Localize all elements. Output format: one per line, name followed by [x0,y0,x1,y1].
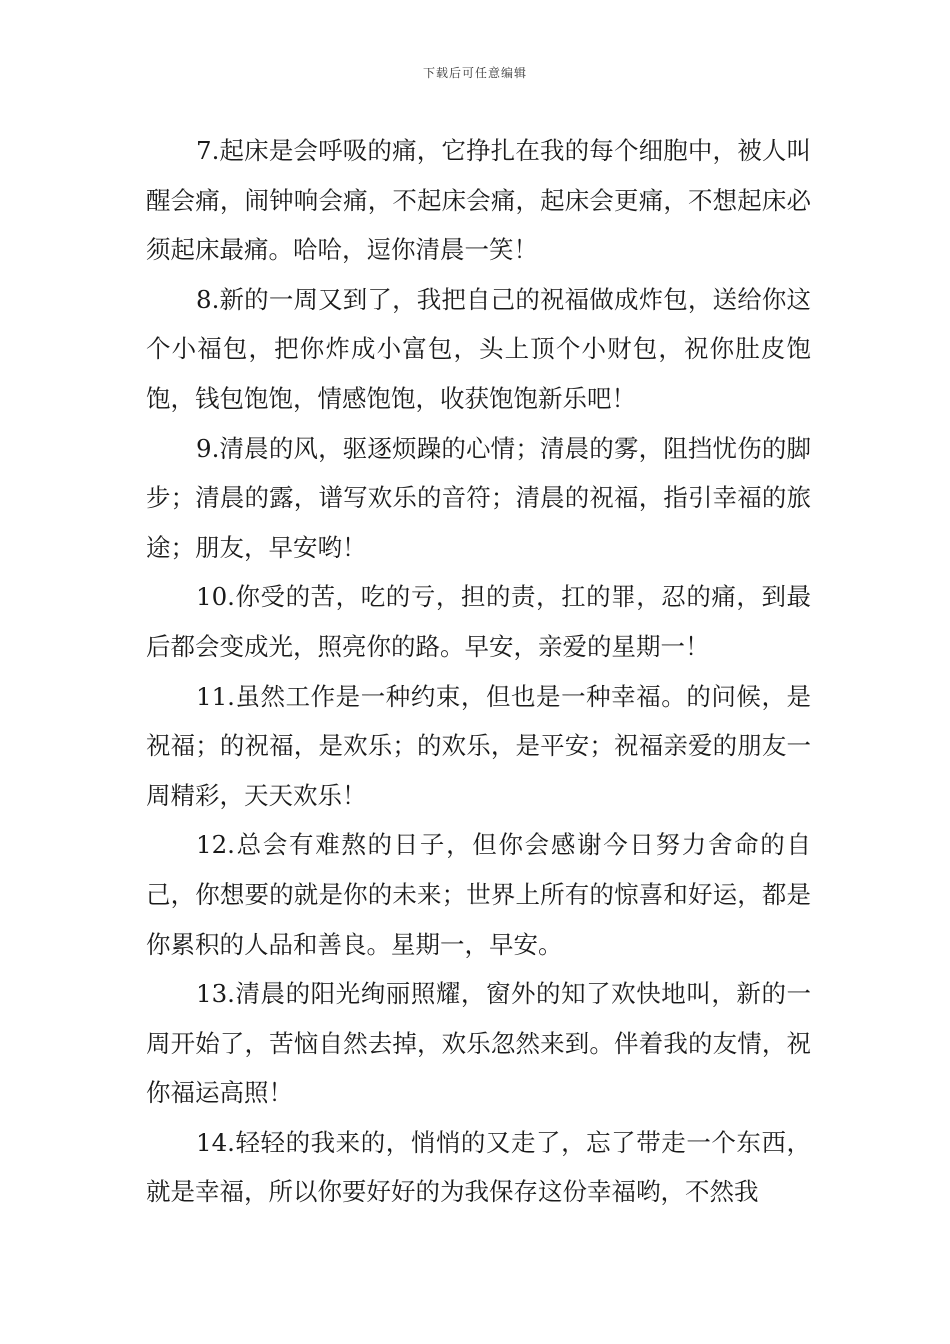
paragraph-11: 11.虽然工作是一种约束，但也是一种幸福。的问候，是祝福；的祝福，是欢乐；的欢乐，是平安；祝福亲爱的朋友一周精彩，天天欢乐！ [146,681,811,810]
paragraph-10: 10.你受的苦，吃的亏，担的责，扛的罪，忍的痛，到最后都会变成光，照亮你的路。早安，亲爱的星期一！ [146,582,811,661]
document-body [146,126,811,1217]
page-header: 下载后可任意编辑 [422,66,527,80]
paragraph-14: 14.轻轻的我来的，悄悄的又走了，忘了带走一个东西，就是幸福，所以你要好好的为我保存这份幸福哟，不然我 [146,1127,811,1207]
paragraph-7: 7.起床是会呼吸的痛，它挣扎在我的每个细胞中，被人叫醒会痛，闹钟响会痛，不起床会痛，起床会更痛，不想起床必须起床最痛。哈哈，逗你清晨一笑！ [146,136,811,265]
paragraph-9: 9.清晨的风，驱逐烦躁的心情；清晨的雾，阻挡忧伤的脚步；清晨的露，谱写欢乐的音符；清晨的祝福，指引幸福的旅途；朋友，早安哟！ [146,433,811,562]
paragraph-12: 12.总会有难熬的日子，但你会感谢今日努力舍命的自己，你想要的就是你的未来；世界上所有的惊喜和好运，都是你累积的人品和善良。星期一，早安。 [146,830,811,959]
paragraph-13: 13.清晨的阳光绚丽照耀，窗外的知了欢快地叫，新的一周开始了，苦恼自然去掉，欢乐忽然来到。伴着我的友情，祝你福运高照！ [146,979,811,1108]
paragraph-8: 8.新的一周又到了，我把自己的祝福做成炸包，送给你这个小福包，把你炸成小富包，头上顶个小财包，祝你肚皮饱饱，钱包饱饱，情感饱饱，收获饱饱新乐吧！ [146,284,811,413]
